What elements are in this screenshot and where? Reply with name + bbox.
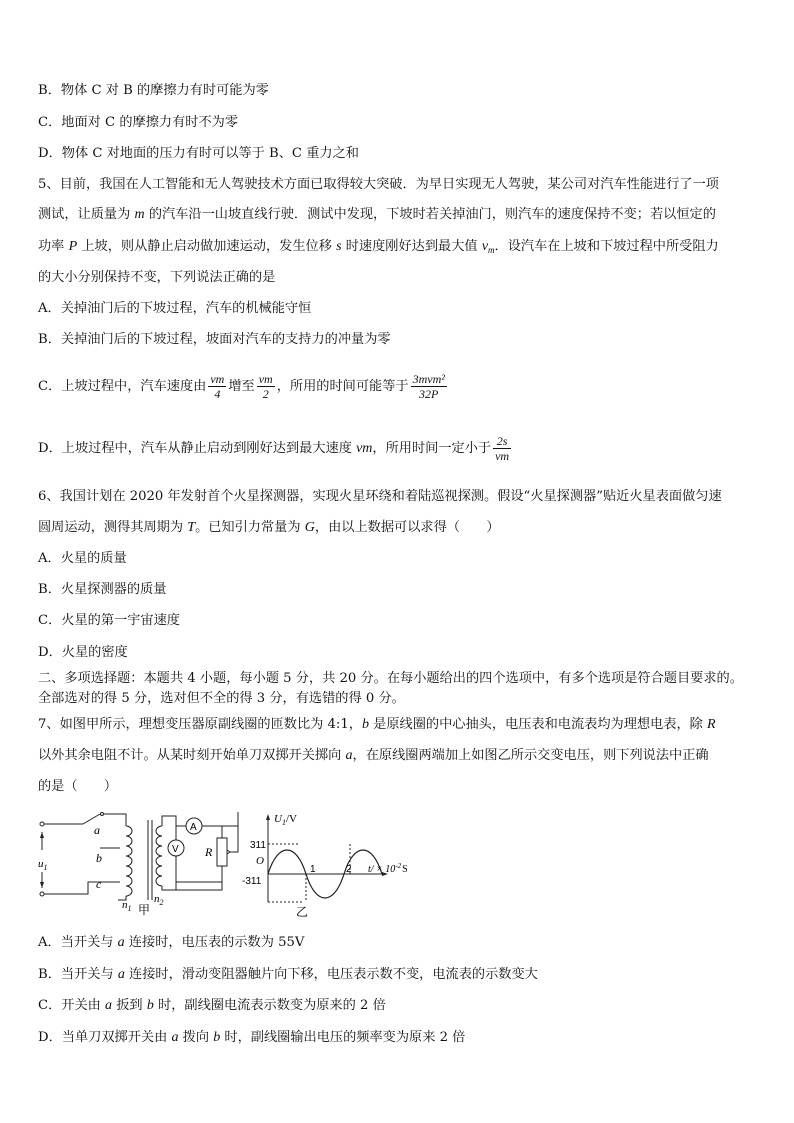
q7-text: 7、如图甲所示，理想变压器原副线圈的匝数比为 4:1， <box>38 717 362 732</box>
period-symbol: T <box>187 520 196 535</box>
q7c-text: 时，副线圈电流表示数变为原来的 2 倍 <box>153 998 386 1013</box>
fraction-vm-over-2 <box>257 372 275 401</box>
q7-option-b <box>38 966 538 984</box>
q5-option-c <box>38 370 449 404</box>
resistor-symbol: R <box>707 717 716 732</box>
fraction-vm-over-4 <box>208 372 226 401</box>
graph-max-line <box>268 844 300 846</box>
q6-option-d: D．火星的密度 <box>38 645 128 660</box>
q6-stem-line1: 6、我国计划在 2020 年发射首个火星探测器，实现火星环绕和着陆巡视探测。假设“火星探测器”贴近火星表面做匀速 <box>38 489 722 504</box>
q7-option-a <box>38 934 304 952</box>
q5-stem-line1: 5、目前，我国在人工智能和无人驾驶技术方面已取得较大突破．为早日实现无人驾驶，某公司对汽车性能进行了一项 <box>38 177 719 192</box>
q7-stem-line2 <box>38 747 709 765</box>
transformer-circuit-figure <box>38 812 438 922</box>
contact-a-symbol: a <box>105 998 113 1013</box>
q7-stem-line1 <box>38 716 716 734</box>
q5-text: ．设汽车在上坡和下坡过程中所受阻力 <box>494 239 719 254</box>
q5c-text: 增至 <box>228 379 255 394</box>
graph-ymax-label: 311 <box>250 840 266 851</box>
q5-text: 上坡，则从静止启动做加速运动，发生位移 <box>77 239 337 254</box>
tap-b-symbol: b <box>361 717 369 732</box>
displacement-symbol: s <box>336 239 342 254</box>
ammeter-label: A <box>190 822 197 833</box>
q7b-text: 连接时，滑动变阻器触片向下移，电压表示数不变，电流表的示数变大 <box>124 967 538 982</box>
mass-symbol: m <box>134 207 145 222</box>
q5-text: 时速度刚好达到最大值 <box>341 239 482 254</box>
q7d-text: 拨向 <box>178 1030 214 1045</box>
section2-heading-line1: 二、多项选择题：本题共 4 小题，每小题 5 分，共 20 分。在每小题给出的四个选项中，有多个选项是符合题目要求的。 <box>38 671 743 686</box>
label-u1: $u_1$ <box>38 858 48 872</box>
label-c: c <box>96 877 102 891</box>
q7-option-c <box>38 997 386 1015</box>
section2-heading-line2: 全部选对的得 5 分，选对但不全的得 3 分，有选错的得 0 分。 <box>38 691 405 706</box>
vmax-symbol: vm <box>356 441 373 456</box>
resistor-label: R <box>205 845 213 859</box>
q5d-text: ，所用时间一定小于 <box>372 441 492 456</box>
q7c-text: 扳到 <box>112 998 147 1013</box>
frac-num: 3mvm² <box>412 372 445 386</box>
graph-ylabel: $U_1/V$ <box>274 813 297 827</box>
q6-option-a: A．火星的质量 <box>38 551 127 566</box>
frac-den: 4 <box>208 386 226 401</box>
graph-x1-label: 1 <box>310 864 316 875</box>
q5c-text: C．上坡过程中，汽车速度由 <box>38 379 207 394</box>
q7a-text: A．当开关与 <box>38 935 118 950</box>
q4-option-d: D．物体 C 对地面的压力有时可以等于 B、C 重力之和 <box>38 146 359 161</box>
power-symbol: P <box>68 239 78 254</box>
q7a-text: 连接时，电压表的示数为 55V <box>124 935 305 950</box>
q6-text: 。已知引力常量为 <box>195 520 305 535</box>
graph-x2-label: 2 <box>346 864 352 875</box>
frac-den: vm <box>495 449 510 463</box>
q6-text: 圆周运动，测得其周期为 <box>38 520 188 535</box>
contact-a-symbol: a <box>345 748 353 763</box>
q7b-text: B．当开关与 <box>38 967 118 982</box>
q5-stem-line4: 的大小分别保持不变，下列说法正确的是 <box>38 270 276 285</box>
frac-den: 32P <box>411 386 447 401</box>
graph-xlabel: $t/ \times 10^{-2}S$ <box>368 862 408 875</box>
frac-den: 2 <box>257 386 275 401</box>
q5-stem-line3 <box>38 238 719 259</box>
q7d-text: D．当单刀双掷开关由 <box>38 1030 172 1045</box>
q6-text: ，由以上数据可以求得（ ） <box>314 520 500 535</box>
voltage-graph <box>242 813 408 919</box>
label-a: a <box>94 823 100 837</box>
q7-text: 以外其余电阻不计。从某时刻开始单刀双掷开关掷向 <box>38 748 346 763</box>
contact-b-symbol: b <box>146 998 154 1013</box>
frac-num: vm <box>210 372 225 386</box>
label-n2: $n_2$ <box>154 893 164 907</box>
q7-text: ，在原线圈两端加上如图乙所示交变电压，则下列说法中正确 <box>352 748 709 763</box>
q6-option-c: C．火星的第一宇宙速度 <box>38 613 180 628</box>
q7c-text: C．开关由 <box>38 998 106 1013</box>
vmax-symbol: v <box>481 239 489 254</box>
graph-ymin-label: -311 <box>242 876 262 887</box>
contact-a-symbol: a <box>117 967 125 982</box>
q5-option-a: A．关掉油门后的下坡过程，汽车的机械能守恒 <box>38 301 312 316</box>
frac-num: vm <box>258 372 273 386</box>
contact-a-symbol: a <box>171 1030 179 1045</box>
q5-text: 功率 <box>38 239 69 254</box>
frac-num: 2s <box>496 434 508 448</box>
voltmeter-label: V <box>172 844 179 855</box>
q5d-text: D．上坡过程中，汽车从静止启动到刚好达到最大速度 <box>38 441 357 456</box>
contact-a-symbol: a <box>117 935 125 950</box>
q7-stem-line3: 的是（ ） <box>38 779 118 794</box>
q5-text: 的汽车沿一山坡直线行驶．测试中发现，下坡时若关掉油门，则汽车的速度保持不变；若以恒定的 <box>144 207 716 222</box>
gravity-constant-symbol: G <box>304 520 315 535</box>
q7-text: 是原线圈的中心抽头，电压表和电流表均为理想电表，除 <box>368 717 708 732</box>
q5-option-b: B．关掉油门后的下坡过程，坡面对汽车的支持力的冲量为零 <box>38 332 391 347</box>
label-jia: 甲 <box>138 903 151 917</box>
q5-text: 测试，让质量为 <box>38 207 135 222</box>
label-yi: 乙 <box>296 905 309 919</box>
q6-option-b: B．火星探测器的质量 <box>38 582 167 597</box>
graph-origin-label: O <box>256 855 264 867</box>
fraction-2s-over-vm <box>493 434 511 463</box>
q7-option-d <box>38 1029 465 1047</box>
q4-option-c: C．地面对 C 的摩擦力有时不为零 <box>38 115 239 130</box>
q4-option-b: B．物体 C 对 B 的摩擦力有时可能为零 <box>38 83 269 98</box>
vmax-subscript: m <box>488 245 495 255</box>
contact-b-symbol: b <box>213 1030 221 1045</box>
q5-stem-line2 <box>38 206 716 224</box>
q5c-text: ，所用的时间可能等于 <box>276 379 409 394</box>
q7d-text: 时，副线圈输出电压的频率变为原来 2 倍 <box>220 1030 466 1045</box>
q6-stem-line2 <box>38 519 500 537</box>
label-n1: $n_1$ <box>122 899 132 913</box>
fraction-time <box>411 372 447 401</box>
q5-option-d <box>38 432 513 466</box>
label-b: b <box>96 851 102 865</box>
